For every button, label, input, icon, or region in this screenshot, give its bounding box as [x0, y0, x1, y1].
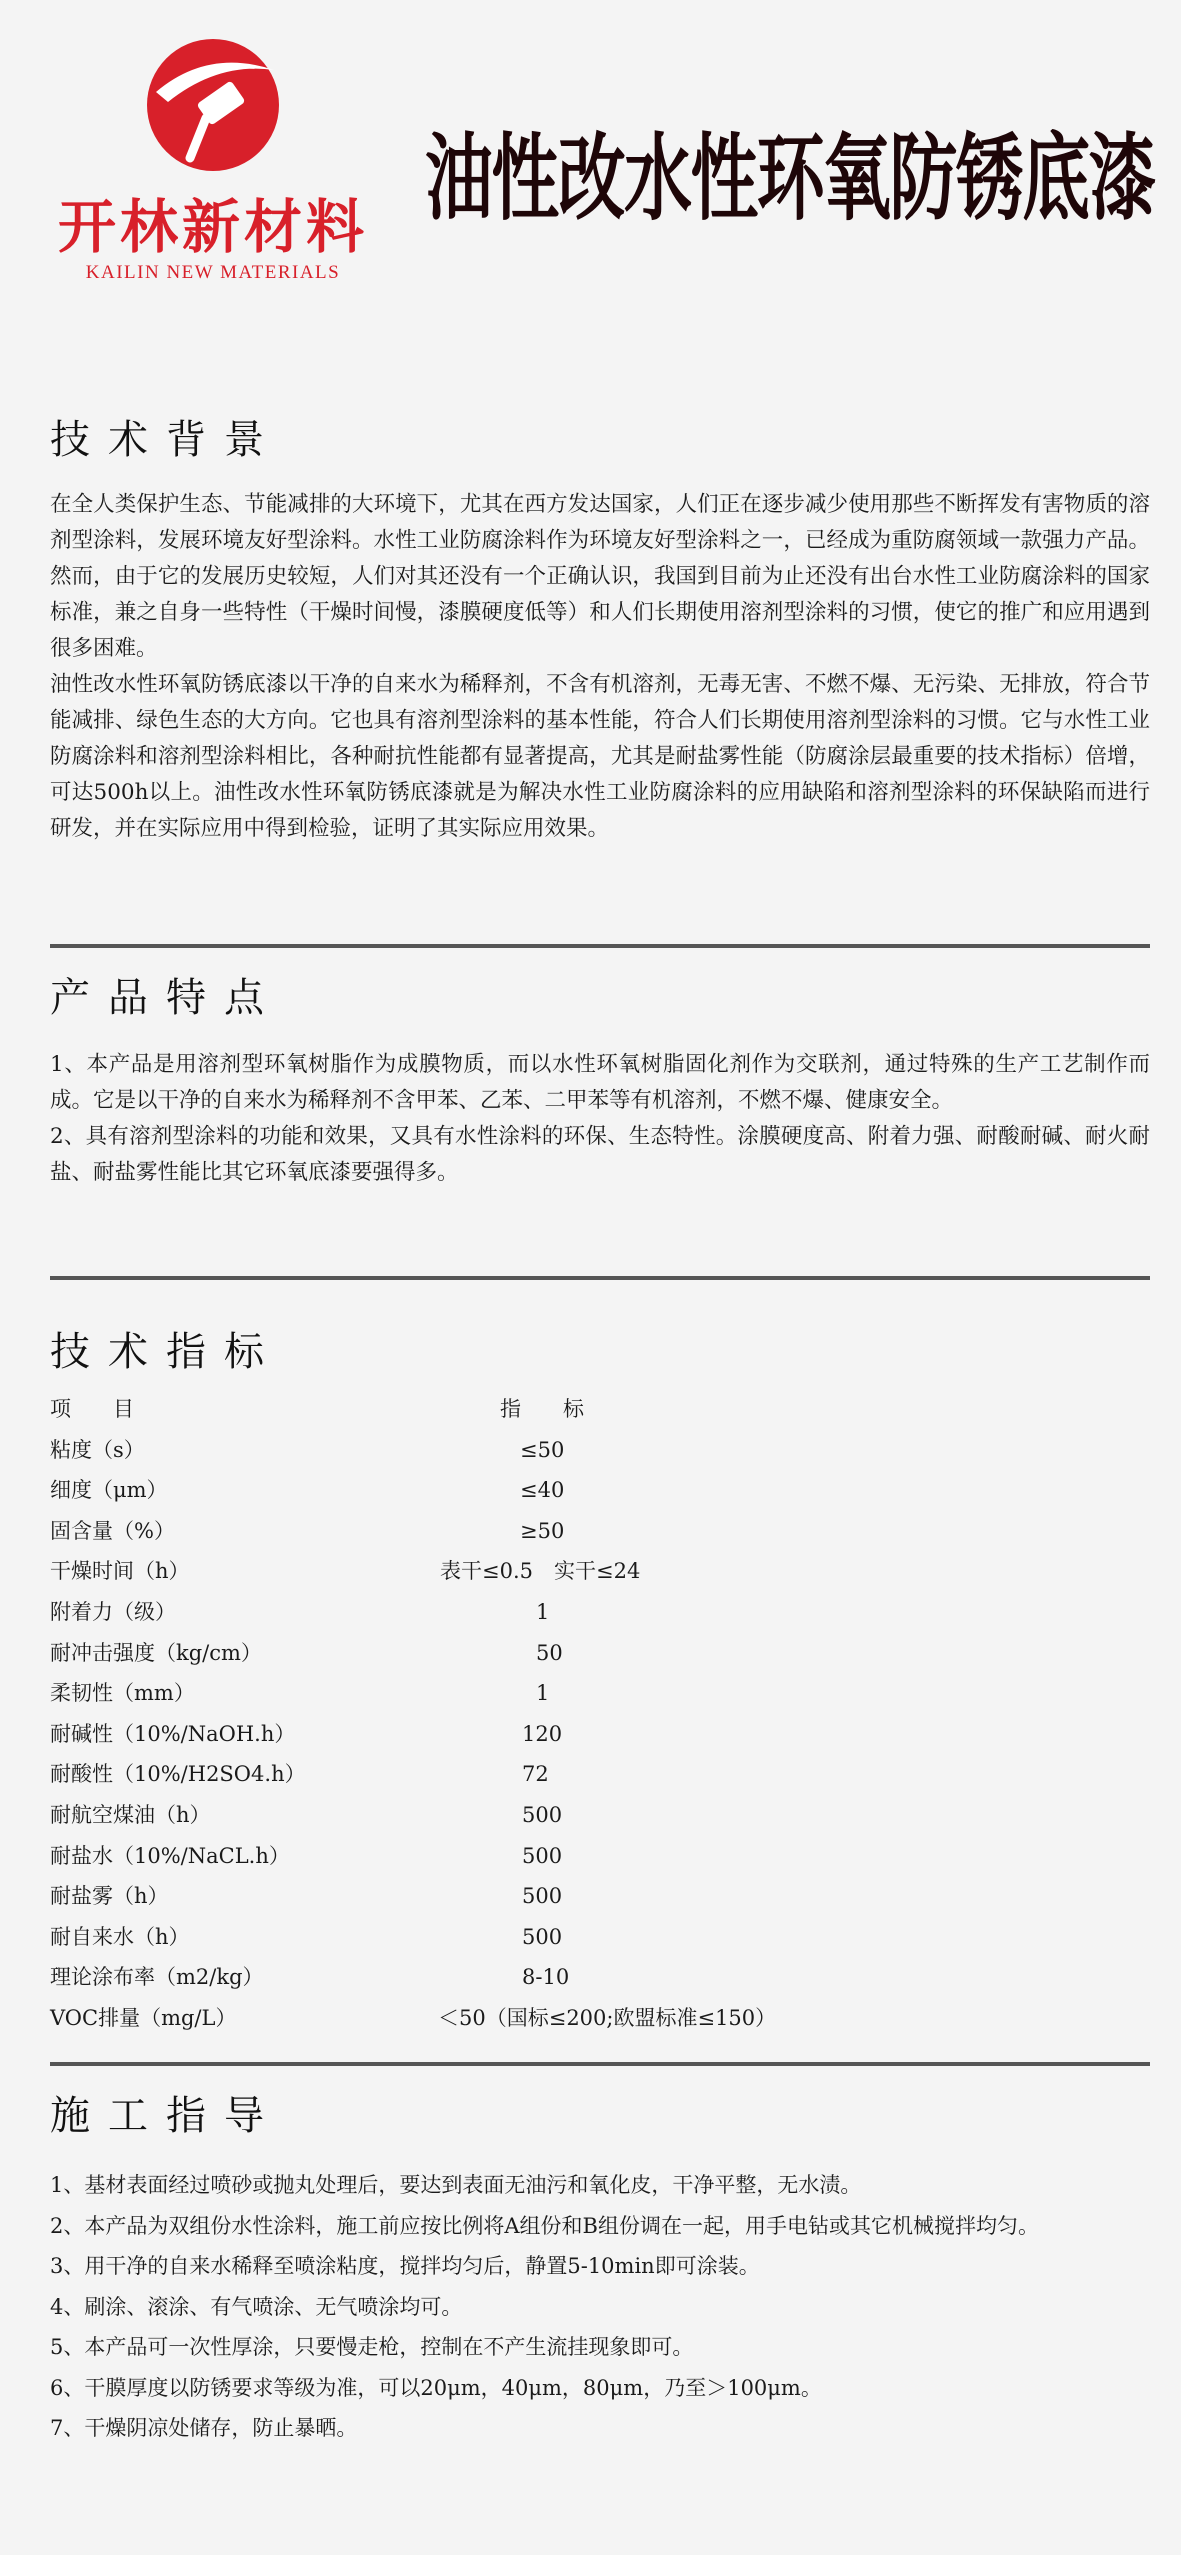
spec-row — [50, 1511, 1150, 1552]
spec-row — [50, 1998, 1150, 2039]
guide-list — [50, 2165, 1150, 2449]
guide-item: 5、本产品可一次性厚涂，只要慢走枪，控制在不产生流挂现象即可。 — [50, 2335, 694, 2359]
guide-item: 7、干燥阴凉处储存，防止暴晒。 — [50, 2416, 358, 2440]
spec-item-name: 耐冲击强度（kg/cm） — [50, 1640, 262, 1665]
spec-item-value: 500 — [522, 1802, 563, 1827]
spec-item-value: 8-10 — [522, 1965, 570, 1990]
brand-logo — [48, 30, 378, 290]
spec-table-header — [50, 1389, 1150, 1430]
spec-item-value: 50 — [536, 1640, 563, 1665]
spec-item-name: VOC排量（mg/L） — [50, 2005, 237, 2030]
spec-item-value: 120 — [522, 1721, 563, 1746]
spec-item-name: 耐酸性（10%/H2SO4.h） — [50, 1762, 306, 1787]
spec-row — [50, 1673, 1150, 1714]
spec-item-name: 耐自来水（h） — [50, 1924, 190, 1949]
guide-item: 1、基材表面经过喷砂或抛丸处理后，要达到表面无油污和氧化皮，干净平整，无水渍。 — [50, 2173, 862, 2197]
brand-name-cn: 开林新材料 — [57, 193, 368, 261]
guide-item: 2、本产品为双组份水性涂料，施工前应按比例将A组份和B组份调在一起，用手电钻或其它机械搅拌均匀。 — [50, 2213, 1039, 2238]
background-paragraph-1: 在全人类保护生态、节能减排的大环境下，尤其在西方发达国家，人们正在逐步减少使用那些不断挥发有害物质的溶剂型涂料，发展环境友好型涂料。水性工业防腐涂料作为环境友好型涂料之一，已经成为重防腐领域一款强力产品。然而，由于它的发展历史较短，人们对其还没有一个正确认识，我国到目前为止还没有出台水性工业防腐涂料的国家标准，兼之自身一些特性（干燥时间慢，漆膜硬度低等）和人们长期使用溶剂型涂料的习惯，使它的推广和应用遇到很多困难。 — [50, 492, 1150, 661]
guide-item: 3、用干净的自来水稀释至喷涂粘度，搅拌均匀后，静置5-10min即可涂装。 — [50, 2254, 760, 2278]
spec-item-value: 72 — [522, 1762, 549, 1787]
section-heading-background: 技术背景 — [50, 417, 282, 463]
spec-item-name: 固含量（%） — [50, 1518, 175, 1543]
spec-row — [50, 1470, 1150, 1511]
spec-item-value: 1 — [536, 1681, 550, 1706]
spec-item-name: 耐碱性（10%/NaOH.h） — [50, 1721, 296, 1746]
spec-row — [50, 1754, 1150, 1795]
spec-row — [50, 1430, 1150, 1471]
spec-row — [50, 1876, 1150, 1917]
spec-row — [50, 1917, 1150, 1958]
spec-item-value: ≤50 — [520, 1437, 565, 1462]
spec-col-value: 指 标 — [500, 1397, 584, 1421]
brand-name-en: KAILIN NEW MATERIALS — [85, 262, 341, 283]
spec-item-name: 耐盐水（10%/NaCL.h） — [50, 1843, 290, 1868]
paint-roller-logo-icon — [138, 30, 288, 180]
spec-col-item: 项 目 — [50, 1397, 134, 1421]
spec-item-value: ≥50 — [520, 1518, 565, 1543]
guide-item: 6、干膜厚度以防锈要求等级为准，可以20μm，40μm，80μm，乃至＞100μm。 — [50, 2375, 822, 2400]
background-paragraph-2: 油性改水性环氧防锈底漆以干净的自来水为稀释剂，不含有机溶剂，无毒无害、不燃不爆、无污染、无排放，符合节能减排、绿色生态的大方向。它也具有溶剂型涂料的基本性能，符合人们长期使用溶剂型涂料的习惯。它与水性工业防腐涂料和溶剂型涂料相比，各种耐抗性能都有显著提高，尤其是耐盐雾性能（防腐涂层最重要的技术指标）倍增，可达500h以上。油性改水性环氧防锈底漆就是为解决水性工业防腐涂料的应用缺陷和溶剂型涂料的环保缺陷而进行研发，并在实际应用中得到检验，证明了其实际应用效果。 — [50, 672, 1150, 841]
section-guide — [50, 2084, 1150, 2449]
divider — [50, 2062, 1150, 2066]
section-heading-specs: 技术指标 — [50, 1329, 282, 1375]
spec-row — [50, 1957, 1150, 1998]
spec-item-name: 耐盐雾（h） — [50, 1884, 169, 1909]
spec-row — [50, 1592, 1150, 1633]
spec-item-name: 干燥时间（h） — [50, 1559, 190, 1584]
spec-item-value: 500 — [522, 1924, 563, 1949]
spec-item-value: 500 — [522, 1884, 563, 1909]
spec-item-name: 耐航空煤油（h） — [50, 1802, 211, 1827]
spec-item-name: 细度（μm） — [50, 1478, 168, 1503]
spec-table-body — [50, 1430, 1150, 2039]
page-title: 油性改水性环氧防锈底漆 — [425, 123, 1156, 234]
section-heading-guide: 施工指导 — [50, 2093, 282, 2139]
spec-item-name: 柔韧性（mm） — [50, 1681, 195, 1706]
spec-row — [50, 1633, 1150, 1674]
spec-item-value: ≤40 — [520, 1478, 565, 1503]
spec-item-name: 附着力（级） — [50, 1599, 176, 1624]
spec-row — [50, 1714, 1150, 1755]
spec-row — [50, 1836, 1150, 1877]
header — [0, 0, 1181, 330]
section-heading-features: 产品特点 — [50, 975, 282, 1021]
guide-item: 4、刷涂、滚涂、有气喷涂、无气喷涂均可。 — [50, 2294, 463, 2319]
spec-item-name: 粘度（s） — [50, 1437, 145, 1462]
features-paragraph-2: 2、具有溶剂型涂料的功能和效果，又具有水性涂料的环保、生态特性。涂膜硬度高、附着力强、耐酸耐碱、耐火耐盐、耐盐雾性能比其它环氧底漆要强得多。 — [50, 1124, 1150, 1185]
spec-row — [50, 1551, 1150, 1592]
spec-item-value: 1 — [536, 1599, 550, 1624]
features-paragraph-1: 1、本产品是用溶剂型环氧树脂作为成膜物质，而以水性环氧树脂固化剂作为交联剂，通过特殊的生产工艺制作而成。它是以干净的自来水为稀释剂不含甲苯、乙苯、二甲苯等有机溶剂，不燃不爆、健康安全。 — [50, 1052, 1150, 1113]
spec-item-value: 表干≤0.5 实干≤24 — [440, 1559, 641, 1584]
section-background — [50, 408, 1150, 847]
section-specs — [50, 1320, 1150, 2039]
divider — [50, 1276, 1150, 1280]
spec-item-value: ＜50（国标≤200;欧盟标准≤150） — [438, 2005, 777, 2030]
divider — [50, 944, 1150, 948]
spec-item-name: 理论涂布率（m2/kg） — [50, 1965, 264, 1990]
spec-item-value: 500 — [522, 1843, 563, 1868]
spec-row — [50, 1795, 1150, 1836]
section-features — [50, 966, 1150, 1191]
